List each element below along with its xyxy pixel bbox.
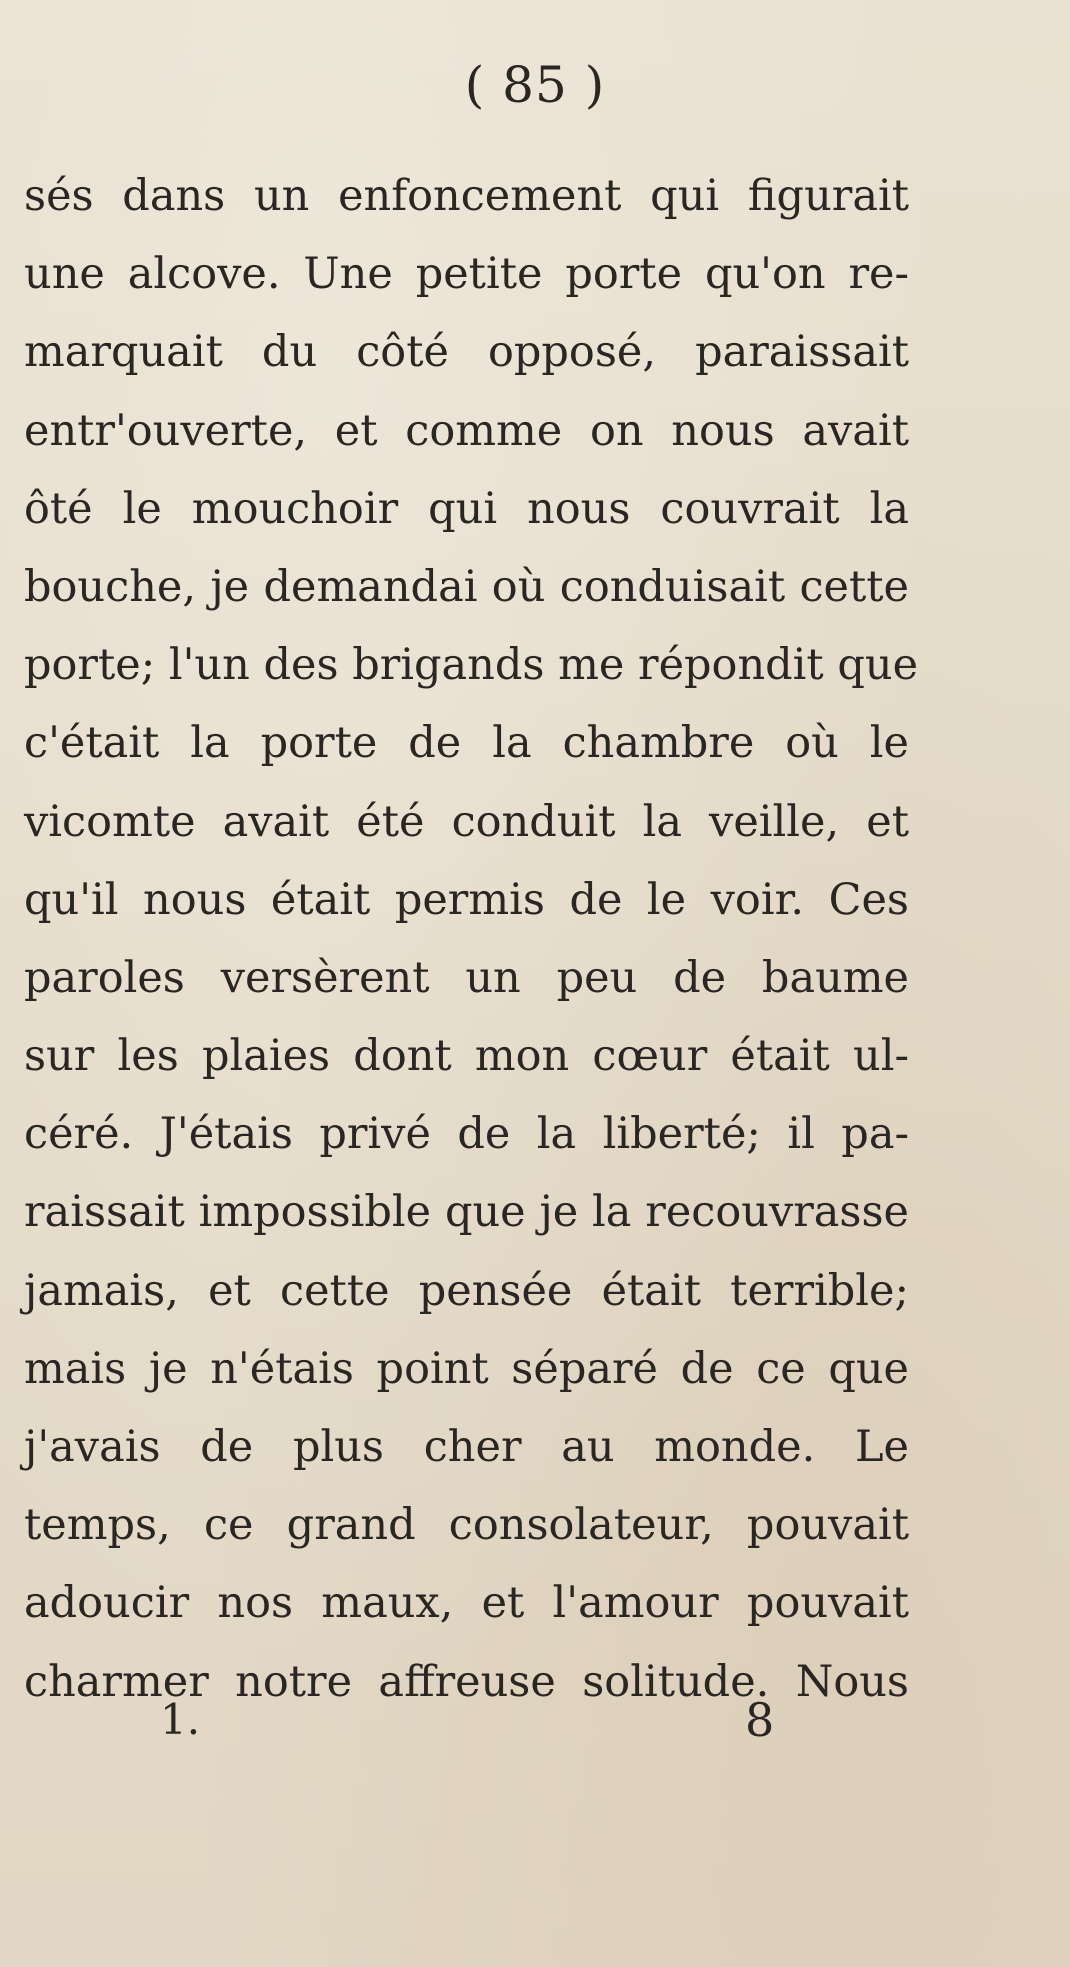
text-line: qu'il nous était permis de le voir. Ces [24,874,909,925]
page-number: ( 85 ) [464,56,606,114]
text-line: porte; l'un des brigands me répondit que [24,640,919,691]
text-line: paroles versèrent un peu de baume [24,952,909,1003]
text-line: jamais, et cette pensée était terrible; [24,1265,909,1316]
page-footer [0,1690,1070,1750]
text-line: raissait impossible que je la recouvrasse [24,1187,909,1238]
text-line: une alcove. Une petite porte qu'on re- [24,249,909,300]
text-line: ôté le mouchoir qui nous couvrait la [24,483,909,534]
text-line: sur les plaies dont mon cœur était ul- [24,1031,909,1082]
signature-mark: 1. [160,1695,201,1744]
sheet-number: 8 [745,1693,775,1747]
text-line: céré. J'étais privé de la liberté; il pa- [24,1109,909,1160]
body-text [24,157,919,1721]
text-line: adoucir nos maux, et l'amour pouvait [24,1578,909,1629]
text-line: entr'ouverte, et comme on nous avait [24,405,909,456]
text-line: marquait du côté opposé, paraissait [24,327,909,378]
text-line: c'était la porte de la chambre où le [24,718,909,769]
text-line: charmer notre affreuse solitude. Nous [24,1656,909,1707]
text-line: bouche, je demandai où conduisait cette [24,561,909,612]
text-line: sés dans un enfoncement qui figurait [24,171,909,221]
text-line: j'avais de plus cher au monde. Le [24,1422,909,1472]
text-line: vicomte avait été conduit la veille, et [24,796,909,847]
text-line: mais je n'étais point séparé de ce que [24,1343,909,1394]
text-line: temps, ce grand consolateur, pouvait [24,1500,909,1551]
